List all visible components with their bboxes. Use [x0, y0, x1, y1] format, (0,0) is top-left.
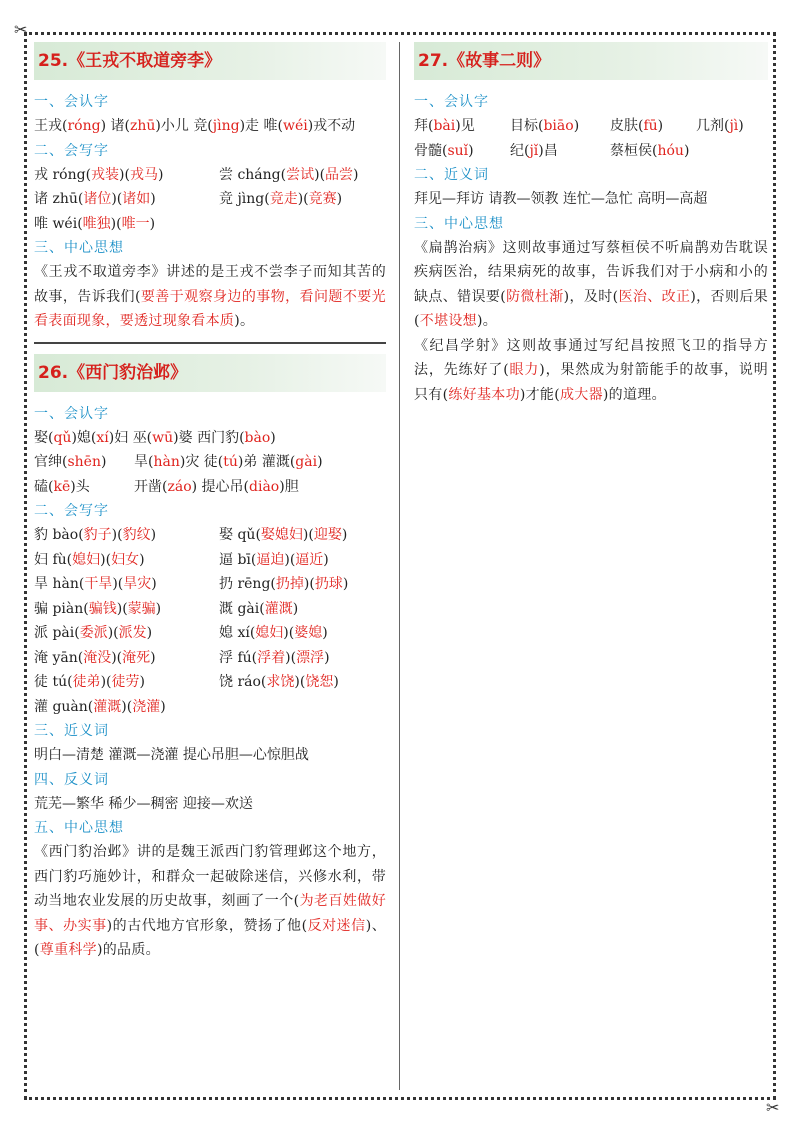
recognize-row: 娶(qǔ)媳(xí)妇 巫(wū)婆 西门豹(bào) [34, 429, 276, 446]
section-heading: 一、会认字 [414, 94, 489, 110]
section-heading: 三、中心思想 [414, 215, 504, 232]
left-column [34, 42, 386, 963]
section-heading: 四、反义词 [34, 771, 109, 788]
section-heading: 一、会认字 [34, 405, 109, 422]
write-row: 骗 piàn(骗钱)(蒙骗) 溉 gài(灌溉) [34, 600, 299, 617]
write-row: 唯 wéi(唯独)(唯一) [34, 215, 156, 232]
recognize-row: 拜(bài)见 目标(biāo) 皮肤(fū) 几剂(jì) [414, 118, 744, 134]
write-row: 派 pài(委派)(派发) 媳 xí(媳妇)(婆媳) [34, 625, 328, 641]
section-heading: 三、中心思想 [34, 240, 124, 256]
recognize-row: 磕(kē)头 开凿(záo) 提心吊(diào)胆 [34, 478, 299, 495]
recognize-row: 骨髓(suǐ) 纪(jǐ)昌 蔡桓侯(hóu) [414, 142, 690, 159]
recognize-row: 官绅(shēn) 旱(hàn)灾 徒(tú)弟 灌溉(gài) [34, 454, 323, 470]
central-idea-paragraph: 《西门豹治邺》讲的是魏王派西门豹管理邺这个地方，西门豹巧施妙计，和群众一起破除迷信，兴修水利，带动当地农业发展的历史故事，刻画了一个(为老百姓做好事、办实事)的古代地方官形象，赞扬了他(反对迷信)、(尊重科学)的品质。 [34, 844, 386, 958]
lesson-26-title: 26.《西门豹治邺》 [34, 354, 386, 392]
section-heading: 五、中心思想 [34, 820, 124, 836]
write-row: 豹 bào(豹子)(豹纹) 娶 qǔ(娶媳妇)(迎娶) [34, 527, 348, 543]
write-row: 妇 fù(媳妇)(妇女) 逼 bī(逼迫)(逼近) [34, 551, 329, 568]
column-divider [399, 42, 400, 1090]
recognize-row: 王戎(róng) 诸(zhū)小儿 竞(jìng)走 唯(wéi)戎不动 [34, 118, 356, 134]
central-idea-paragraph: 《王戎不取道旁李》讲述的是王戎不尝李子而知其苦的故事，告诉我们(要善于观察身边的事物，看问题不要光看表面现象，要透过现象看本质)。 [34, 264, 386, 329]
section-heading: 二、会写字 [34, 503, 109, 519]
scissors-icon: ✂ [766, 1098, 780, 1117]
section-heading: 二、会写字 [34, 142, 109, 159]
write-row: 旱 hàn(干旱)(旱灾) 扔 rēng(扔掉)(扔球) [34, 576, 349, 592]
write-row: 徒 tú(徒弟)(徒劳) 饶 ráo(求饶)(饶恕) [34, 674, 339, 690]
antonyms-row: 荒芜—繁华 稀少—稠密 迎接—欢送 [34, 795, 253, 812]
synonyms-row: 明白—清楚 灌溉—浇灌 提心吊胆—心惊胆战 [34, 747, 309, 763]
central-idea-paragraph: 《扁鹊治病》这则故事通过写蔡桓侯不听扁鹊劝告耽误疾病医治，结果病死的故事，告诉我们对于小病和小的缺点、错误要(防微杜渐)，及时(医治、改正)，否则后果(不堪设想)。 [414, 239, 768, 329]
section-heading: 一、会认字 [34, 94, 109, 110]
write-row: 戎 róng(戎装)(戎马) 尝 cháng(尝试)(品尝) [34, 166, 359, 183]
lesson-separator [34, 342, 386, 344]
section-heading: 二、近义词 [414, 167, 489, 183]
section-heading: 三、近义词 [34, 723, 109, 739]
right-column [414, 42, 768, 407]
lesson-25-title: 25.《王戎不取道旁李》 [34, 42, 386, 80]
write-row: 诸 zhū(诸位)(诸如) 竞 jìng(竞走)(竞赛) [34, 191, 343, 207]
scissors-icon: ✂ [14, 20, 28, 39]
write-row: 灌 guàn(灌溉)(浇灌) [34, 698, 166, 715]
write-row: 淹 yān(淹没)(淹死) 浮 fú(浮着)(漂浮) [34, 649, 330, 666]
central-idea-paragraph: 《纪昌学射》这则故事通过写纪昌按照飞卫的指导方法，先练好了(眼力)，果然成为射箭能手的故事，说明只有(练好基本功)才能(成大器)的道理。 [414, 337, 768, 403]
lesson-27-title: 27.《故事二则》 [414, 42, 768, 80]
synonyms-row: 拜见—拜访 请教—领教 连忙—急忙 高明—高超 [414, 191, 708, 207]
